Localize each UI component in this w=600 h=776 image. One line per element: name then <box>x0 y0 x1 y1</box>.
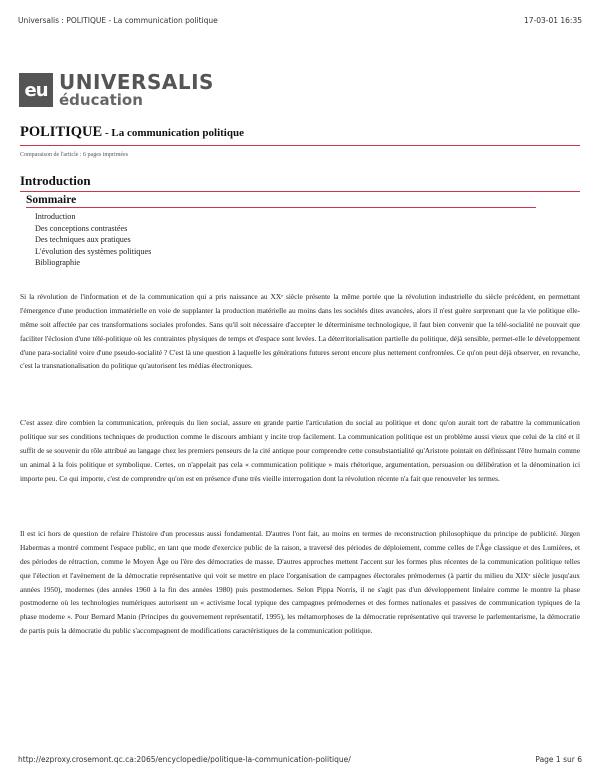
logo-badge-icon: eu <box>19 73 53 107</box>
print-footer-page-number: Page 1 sur 6 <box>535 755 582 764</box>
universalis-logo[interactable] <box>19 70 214 110</box>
title-divider <box>20 145 580 146</box>
logo-top-text: UNIVERSALIS <box>59 70 214 94</box>
toc-item-techniques[interactable]: Des techniques aux pratiques <box>35 235 131 244</box>
print-header <box>18 16 582 25</box>
logo-wordmark <box>59 72 214 108</box>
toc-title: Sommaire <box>26 194 536 208</box>
print-header-timestamp: 17-03-01 16:35 <box>523 16 582 25</box>
toc-item-bibliographie[interactable]: Bibliographie <box>35 258 81 267</box>
page-title <box>20 124 580 141</box>
table-of-contents <box>26 194 536 269</box>
section-heading: Introduction <box>20 173 580 192</box>
body-paragraph-3: Il est ici hors de question de refaire l'histoire d'un processus aussi fondamental. D'autres l'ont fait, au moins en termes de reconstruction philosophique du principe de publicité. Jürgen Habermas a montré comment l'espace public, en tant que mode d'exercice public de la raison, a traversé des périodes de déploiement, comme celles de l'Âge classique et des Lumières, et des périodes de rétraction, comme le Moyen Âge ou l'ère des démocraties de masse. D'autres approches mettent l'accent sur les formes plus récentes de la communication politique telles que l'élection et l'avènement de la démocratie représentative qui voit se mettre en place l'organisation de campagnes électorales prémodernes (à partir du milieu du XIXᵉ siècle jusqu'aux années 1950), modernes (des années 1960 à la fin des années 1980) puis postmodernes. Selon Pippa Norris, il ne s'agit pas d'un développement linéaire comme le montre la phase postmoderne où les technologies numériques autorisent un « activisme local typique des campagnes prémodernes et des formes nationales et passives de communication typiques de la phase moderne ». Pour Bernard Manin (Principes du gouvernement représentatif, 1995), les métamorphoses de la démocratie représentative qui traverse le parlementarisme, la démocratie de partis puis la démocratie du public s'accompagnent de modifications caractéristiques de la communication politique. <box>20 529 580 635</box>
body-paragraph-2: C'est assez dire combien la communication, prérequis du lien social, assure en grande partie l'articulation du social au politique et donc qu'on aurait tort de rabattre la communication politique sur ses conditions techniques de production comme le discours ambiant y incite trop facilement. La communication politique est un problème aussi vieux que celui de la cité et il suffit de se souvenir du rôle attribué au langage chez les premiers penseurs de la cité antique pour comprendre cette consubstantialité qu'Aristote pointait en définissant l'être humain comme un animal à la fois politique et symbolique. Certes, on n'appelait pas cela « communication politique » mais rhétorique, argumentation, persuasion ou délibération et la dénomination ici importe peu. Ce qui importe, c'est de comprendre qu'on est en présence d'une très vieille interrogation dont la révolution récente n'a fait que renouveler les termes. <box>20 418 580 483</box>
print-header-title: Universalis : POLITIQUE - La communication politique <box>18 16 218 25</box>
print-footer <box>18 755 582 764</box>
toc-list <box>35 211 536 269</box>
toc-item-conceptions[interactable]: Des conceptions contrastées <box>35 223 128 233</box>
article-subtitle: - La communication politique <box>102 127 244 139</box>
toc-item-introduction[interactable]: Introduction <box>35 212 76 221</box>
logo-bottom-text: éducation <box>59 91 143 109</box>
article-title: POLITIQUE <box>20 124 103 140</box>
print-footer-url[interactable]: http://ezproxy.crosemont.qc.ca:2065/encyclopedie/politique-la-communication-politique/ <box>18 755 351 764</box>
toc-item-evolution[interactable]: L'évolution des systèmes politiques <box>35 246 152 256</box>
article-meta: Comparaison de l'article : 6 pages imprimées <box>20 152 129 158</box>
body-paragraph-1: Si la révolution de l'information et de la communication qui a pris naissance au XXᵉ siècle présente la même portée que la révolution industrielle du siècle précédent, en permettant l'émergence d'une production immatérielle en voie de supplanter la production matérielle au moins dans les sociétés dites avancées, alors il n'est guère surprenant que la vie politique elle-même soit affectée par ces transformations sociales profondes. Sans qu'il soit nécessaire d'accepter le déterminisme technologique, il faut bien convenir que la télé-socialité ne pouvait que faciliter l'éclosion d'une télé-politique où les contraintes physiques de temps et d'espace sont levées. La déterritorialisation partielle du politique, déjà sensible, permet-elle le développement d'une para-socialité voire d'une pseudo-socialité ? C'est là une question à laquelle les générations futures seront encore plus nettement confrontées. Ce qu'on peut déjà observer, en revanche, c'est la transnationalisation du politique qu'autorisent les médias électroniques. <box>20 292 580 371</box>
